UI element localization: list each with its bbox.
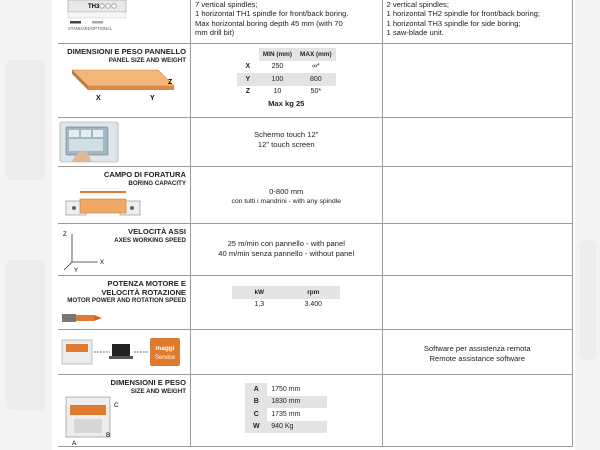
- machine-size-col1: [190, 375, 382, 446]
- boring-capacity-illustration: [58, 187, 190, 223]
- table-row: [245, 396, 327, 409]
- rpm-value: 3.400: [304, 301, 323, 309]
- machine-title-it: DIMENSIONI E PESO: [110, 378, 186, 387]
- spindle-layout-diagram: [58, 0, 190, 43]
- remote-text-it: Software per assistenza remota: [423, 344, 531, 353]
- touch-screen-text-en: 12" touch screen: [257, 139, 315, 149]
- touch-screen-row: [58, 117, 573, 166]
- spindle-dot: [100, 4, 104, 8]
- dim-key: C: [245, 408, 267, 421]
- laptop-icon: [112, 344, 130, 356]
- drill-icon: [76, 315, 94, 321]
- boring-capacity-col1: [190, 167, 382, 223]
- min-value: 100: [271, 75, 284, 83]
- touch-screen-col1: [190, 118, 382, 172]
- remote-assistance-image-cell: [58, 330, 190, 380]
- spindle-dot: [112, 4, 116, 8]
- spindle-header-label: TH3: [88, 4, 100, 10]
- panel-size-header: [58, 44, 190, 117]
- max-value: 800: [309, 75, 322, 83]
- col-max-header: MAX (mm): [296, 48, 336, 61]
- col-rpm-header: rpm: [307, 288, 320, 296]
- boring-capacity-row: [58, 166, 573, 223]
- machine-size-row: [58, 374, 573, 446]
- logo-line-2: Service: [154, 355, 176, 361]
- remote-assistance-col1: [190, 330, 382, 380]
- dimension-label-c: C: [114, 402, 119, 409]
- boring-note: con tutti i mandrini - with any spindle: [231, 197, 342, 205]
- dimension-label-a: A: [72, 440, 77, 447]
- col-min-header: MIN (mm): [259, 48, 296, 61]
- dim-value: 940 Kg: [267, 421, 327, 434]
- spindle-row: [58, 0, 573, 43]
- max-weight-label: Max kg 25: [268, 99, 305, 108]
- bottom-rule: [58, 446, 573, 447]
- text-line: 1 horizontal TH1 spindle for front/back boring.: [195, 9, 349, 19]
- motor-table: [232, 286, 340, 311]
- max-value: ∞*: [311, 63, 320, 71]
- boring-title-it: CAMPO DI FORATURA: [103, 170, 186, 179]
- clamp-icon: [130, 206, 134, 210]
- col-kw-header: kW: [254, 288, 265, 296]
- table-row: [237, 73, 336, 86]
- remote-assistance-row: [58, 329, 573, 374]
- table-row: [232, 299, 340, 312]
- axis-label: X: [245, 63, 251, 71]
- dim-key: B: [245, 396, 267, 409]
- spindle-col2-text: [383, 0, 573, 37]
- panel-board-illustration: [58, 66, 190, 116]
- motor-title-it-2: VELOCITÀ ROTAZIONE: [101, 287, 186, 297]
- min-value: 10: [273, 88, 282, 96]
- axes-speed-row: [58, 223, 573, 275]
- min-value: 250: [271, 63, 284, 71]
- axis-label: Y: [245, 75, 251, 83]
- motor-title-it-1: POTENZA MOTORE E: [107, 279, 186, 288]
- axes-speed-col1: [190, 224, 382, 275]
- axis-x-label: X: [100, 260, 105, 266]
- spindle-col1: [190, 0, 382, 48]
- background-ghost-shape: [6, 60, 46, 180]
- axes-speed-col2: [382, 224, 574, 275]
- motor-row: [58, 275, 573, 329]
- axis-label: Z: [245, 88, 251, 96]
- table-header-row: [232, 286, 340, 299]
- machine-title-en: SIZE AND WEIGHT: [130, 387, 186, 395]
- text-line: 2 vertical spindles;: [386, 0, 449, 9]
- dim-key: A: [245, 383, 267, 396]
- table-row: [245, 408, 327, 421]
- dim-value: 1830 mm: [267, 396, 327, 409]
- legend-standard: STANDARD: [68, 26, 91, 31]
- speed-line-1: 25 m/min con pannello - with panel: [227, 239, 345, 248]
- panel-axis-z: Z: [168, 79, 173, 86]
- panel-size-title-it: DIMENSIONI E PESO PANNELLO: [67, 47, 186, 56]
- maggi-service-logo: [150, 338, 180, 366]
- spindle-col1-text: [191, 0, 382, 37]
- max-value: 50*: [310, 88, 322, 96]
- text-line: 1 horizontal TH2 spindle for front/back boring;: [386, 9, 541, 19]
- spindle-col2: [382, 0, 574, 48]
- machine-size-table: [245, 383, 327, 433]
- dim-value: 1750 mm: [271, 385, 301, 393]
- panel-axis-y: Y: [150, 95, 155, 102]
- background-ghost-shape: [6, 260, 46, 410]
- kw-value: 1,3: [254, 301, 265, 309]
- machine-size-col2: [382, 375, 574, 446]
- table-row: [245, 421, 327, 434]
- panel-size-title-en: PANEL SIZE AND WEIGHT: [108, 56, 186, 64]
- panel-size-row: [58, 43, 573, 117]
- panel-size-col1: [190, 44, 382, 117]
- right-margin-band: [575, 0, 600, 450]
- touch-screen-col2: [382, 118, 574, 172]
- motor-header: [58, 276, 190, 329]
- text-line: 1 horizontal TH3 spindle for side boring;: [386, 18, 521, 28]
- remote-assistance-illustration: [58, 330, 190, 375]
- text-line: 1 saw-blade unit.: [386, 27, 444, 37]
- background-ghost-shape: [580, 240, 596, 360]
- motor-title-en: MOTOR POWER AND ROTATION SPEED: [67, 297, 186, 305]
- drill-bit-illustration: [58, 308, 190, 328]
- text-line: Max horizontal boring depth 45 mm (with 70: [195, 18, 343, 28]
- text-line: 7 vertical spindles;: [195, 0, 258, 9]
- logo-line-1: maggi: [155, 345, 175, 352]
- table-row: [237, 61, 336, 74]
- spindle-image-cell: [58, 0, 190, 48]
- motor-col2: [382, 276, 574, 329]
- dimension-label-b: B: [106, 432, 111, 439]
- dim-value: 1735 mm: [271, 410, 301, 418]
- boring-title-en: BORING CAPACITY: [128, 179, 186, 187]
- remote-assistance-col2: [382, 330, 574, 380]
- text-line: mm drill bit): [195, 27, 235, 37]
- dim-key: W: [245, 421, 267, 434]
- axis-z-label: Z: [63, 232, 67, 238]
- boring-capacity-header: [58, 167, 190, 223]
- table-row: [237, 86, 336, 99]
- axis-y-label: Y: [74, 268, 79, 274]
- speed-title-it: VELOCITÀ ASSI: [128, 227, 186, 236]
- table-row: [245, 383, 327, 396]
- table-header-row: [237, 48, 336, 61]
- motor-col1: [190, 276, 382, 329]
- speed-title-en: AXES WORKING SPEED: [114, 236, 186, 244]
- machine-size-header: [58, 375, 190, 446]
- speed-line-2: 40 m/min senza pannello - without panel: [218, 248, 355, 258]
- spindle-dot: [106, 4, 110, 8]
- panel-size-col2: [382, 44, 574, 117]
- axes-speed-header: [58, 224, 190, 275]
- panel-axis-x: X: [96, 95, 101, 102]
- touch-screen-text-it: Schermo touch 12": [254, 130, 319, 139]
- touch-screen-image-cell: [58, 118, 190, 172]
- boring-range: 0-800 mm: [269, 187, 304, 196]
- machine-illustration: [58, 393, 138, 447]
- clamp-icon: [72, 206, 76, 210]
- panel-size-table: [237, 48, 336, 98]
- axes-diagram: [58, 224, 118, 274]
- touch-screen-illustration: [58, 118, 190, 167]
- remote-text-en: Remote assistance software: [429, 353, 525, 363]
- legend-optional: OPTIONAL: [91, 26, 113, 31]
- boring-capacity-col2: [382, 167, 574, 223]
